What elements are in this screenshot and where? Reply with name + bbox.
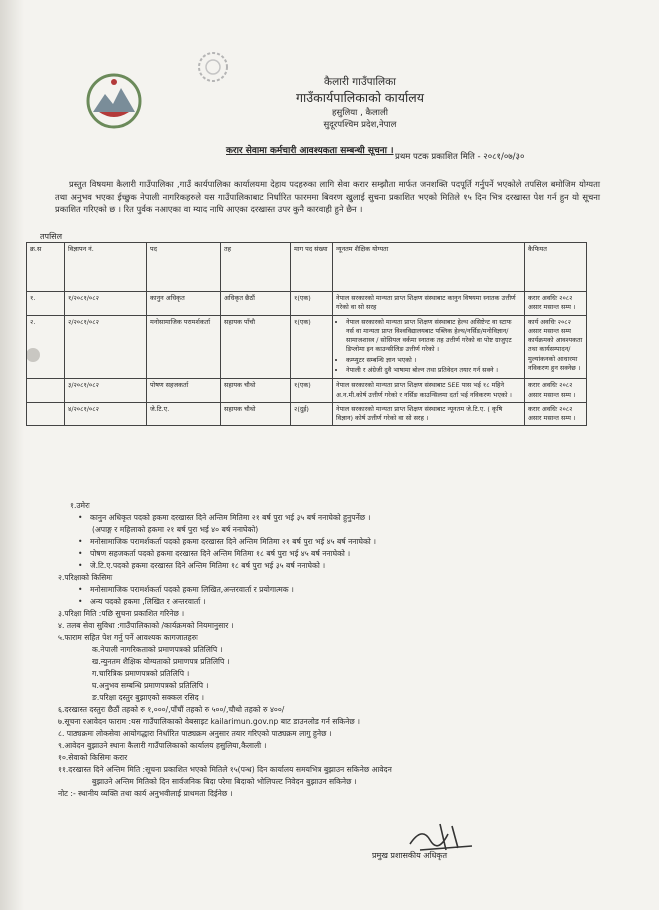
col-header-level: तह bbox=[221, 243, 291, 292]
col-header-count: माग पद संख्या bbox=[291, 243, 333, 292]
notice-title: करार सेवामा कर्मचारी आवश्यकता सम्बन्धी सूचना । bbox=[226, 146, 394, 156]
document-item: ङ.परिक्षा दस्तुर बुझाएको सक्कल रसिद । bbox=[92, 692, 204, 702]
cell-qualification: नेपाल सरकारको मान्यता प्राप्त शिक्षण संस्थाबाट कानुन विषयमा स्नातक उत्तीर्ण गरेको वा सो सरह bbox=[333, 292, 525, 316]
cell-sn: १. bbox=[27, 292, 65, 316]
cell-remarks: करार अवधिः २०८२ असार मसान्त सम्म । bbox=[525, 379, 587, 403]
submission-place-line: ९.आवेदन बुझाउने स्थानः कैलारी गाउँपालिकाको कार्यालय हसुलिया,कैलाली । bbox=[58, 740, 267, 750]
cell-qualification: नेपाल सरकारको मान्यता प्राप्त शिक्षण संस्थाबाट न्यूनतम जे.टि.ए. ( कृषि विज्ञान) कोर्ष उत्तीर्ण गरेको वा सो सरह । bbox=[333, 402, 525, 426]
age-item: • पोषण सहजकर्ता पदको हकमा दरखास्त दिने अन्तिम मितिमा १८ बर्ष पुरा भई ४५ बर्ष ननाघेको । bbox=[78, 548, 603, 560]
syllabus-line: ८. पाठ्यक्रमः लोकसेवा आयोगद्धारा निर्धारित पाठ्यक्रम अनुसार तयार गरिएको पाठ्यक्रम लागु हुनेछ । bbox=[58, 728, 332, 738]
notes-section bbox=[58, 500, 603, 800]
exam-item: • अन्य पदको हकमा ,लिखित र अन्तरवार्ता । bbox=[78, 596, 603, 608]
cell-remarks: करार अवधिः २०८२ असार मसान्त सम्म । bbox=[525, 402, 587, 426]
cell-count: २(दुई) bbox=[291, 402, 333, 426]
cell-ad-no: २/२०८१/०८२ bbox=[65, 315, 147, 379]
cell-count: १(एक) bbox=[291, 315, 333, 379]
age-title: १.उमेरः bbox=[70, 501, 90, 510]
cell-remarks: कार्य अवधिः २०८२ असार मसान्त सम्म कार्यक्रमको आवश्यकता तथा कार्यसम्पादन/मुल्यांकनको आधारमा नविकरण हुन सक्नेछ । bbox=[525, 315, 587, 379]
cell-level: सहायक चौथो bbox=[221, 402, 291, 426]
table-row bbox=[27, 315, 587, 379]
table-row bbox=[27, 379, 587, 403]
age-item: • मनोसामाजिक परामर्शकर्ता पदको हकमा दरखास्त दिने अन्तिम मितिमा २१ बर्ष पुरा भई ४५ बर्ष ननाघेको । bbox=[78, 536, 603, 548]
office-title: गाउँकार्यपालिकाको कार्यालय bbox=[296, 90, 424, 105]
office-name: कैलारी गाउँपालिका bbox=[324, 76, 396, 88]
cell-post: पोषण सहजकर्ता bbox=[147, 379, 221, 403]
cell-post: कानुन अधिकृत bbox=[147, 292, 221, 316]
cell-sn: २. bbox=[27, 315, 65, 379]
age-item: • कानुन अधिकृत पदको हकमा दरखास्त दिने अन्तिम मितिमा २१ बर्ष पुरा भई ३५ बर्ष ननाघेको हुनुपर्नेछ । bbox=[78, 512, 603, 524]
address-line-1: हसुलिया , कैलाली bbox=[332, 108, 388, 118]
document-item: ख.न्युनतम शैक्षिक योग्यताको प्रमाणपत्र प्रतिलिपि । bbox=[92, 656, 230, 666]
cell-level: सहायक पाँचौ bbox=[221, 315, 291, 379]
cell-remarks: करार अवधिः २०८२ असार मसान्त सम्म । bbox=[525, 292, 587, 316]
qualification-item: • नेपाली र अंग्रेजी दुवै भाषामा बोल्न तथा प्रतिवेदन तयार गर्न सक्ने । bbox=[346, 366, 521, 375]
table-header-row bbox=[27, 243, 587, 292]
document-item: क.नेपाली नागरिकताको प्रमाणपत्रको प्रतिलिपि । bbox=[92, 644, 223, 654]
col-header-sn: क्र.स bbox=[27, 243, 65, 292]
publish-date: प्रथम पटक प्रकाशित मिति - २०८१/०७/३० bbox=[395, 152, 525, 162]
deadline-line-cont: बुझाउने अन्तिम मितिको दिन सार्वजनिक बिदा परेमा बिदाको भोलिपल्ट निवेदन बुझाउन सकिनेछ । bbox=[92, 776, 357, 786]
cell-post: जे.टि.ए. bbox=[147, 402, 221, 426]
table-row bbox=[27, 292, 587, 316]
age-item: • जे.टि.ए.पदको हकमा दरखास्त दिने अन्तिम मितिमा १८ बर्ष पुरा भई ३५ बर्ष ननाघेको । bbox=[78, 560, 603, 572]
note-line: नोट :- स्थानीय व्यक्ति तथा कार्य अनुभवीलाई प्राथमता दिईनेछ । bbox=[58, 788, 233, 798]
col-header-qualification: न्यूनतम शैक्षिक योग्यता bbox=[333, 243, 525, 292]
scan-edge bbox=[0, 0, 24, 910]
document-item: ग.चारित्रिक प्रमाणपत्रको प्रतिलिपि । bbox=[92, 668, 190, 678]
qualification-list bbox=[336, 318, 521, 376]
vacancy-table bbox=[26, 242, 587, 426]
cell-sn bbox=[27, 379, 65, 403]
cell-count: १(एक) bbox=[291, 292, 333, 316]
service-type-line: १०.सेवाको किसिमः करार bbox=[58, 752, 128, 762]
exam-item: • मनोसामाजिक परामर्शकर्ता पदको हकमा लिखित,अन्तरवार्ता र प्रयोगात्मक । bbox=[78, 584, 603, 596]
intro-paragraph: प्रस्तुत विषयमा कैलारी गाउँपालिका ,गाउँ कार्यपालिका कार्यालयमा देहाय पदहरुका लागि सेवा करार सम्झौता मार्फत जनशक्ति पदपूर्ति गर्नुपर्ने भएकोले तपसिल बमोजिम योग्यता तथा अनुभव भएका ईच्छुक नेपाली नागरिकहरुले यस गाउँपालिकाबाट निर्धारित फारममा बिवरण खुलाई सुचना प्रकाशित भएको मितिले १५ दिन भित्र दरखास्त पेश गर्न हुन यो सूचना प्रकाशित गरिएको छ । रित पुर्वक नआएका वा म्याद नाघि आएका दरखास्त उपर कुनै कारवाही हुने छैन । bbox=[55, 179, 600, 215]
col-header-ad-no: विज्ञापन नं. bbox=[65, 243, 147, 292]
cell-qualification: नेपाल सरकारको मान्यता प्राप्त शिक्षण संस्थाबाट SEE पास भई १८ महिने अ.न.मी.कोर्ष उत्तीर्ण गरेको र नर्सिङ काउन्सिलमा दर्ता भई नविकरण भएको । bbox=[333, 379, 525, 403]
cell-post: मनोसामाजिक परामर्शकर्ता bbox=[147, 315, 221, 379]
qualification-item: • कम्प्युटर सम्बन्धि ज्ञान भएको । bbox=[346, 356, 521, 365]
cell-ad-no: ४/२०८१/०८२ bbox=[65, 402, 147, 426]
age-sub-note: (अपाङ्ग र महिलाको हकमा २१ बर्ष पुरा भई ४० बर्ष ननाघेको) bbox=[92, 524, 259, 534]
cell-count: १(एक) bbox=[291, 379, 333, 403]
fee-line: ६.दरखास्त दस्तुरः छैठौं तहको रु १,०००/,पाँचौं तहको रु ५००/,चौथो तहको रु ४००/ bbox=[58, 704, 285, 714]
salary-line: ४. तलब सेवा सुविधा :गाउँपालिकाको /कार्यक्रमको नियमानुसार । bbox=[58, 620, 234, 630]
documents-title: ५.फाराम सहित पेश गर्नु पर्ने आवश्यक कागजातहरुः bbox=[58, 632, 198, 642]
form-download-line: ७.सूचना रआवेदन फाराम :यस गाउँपालिकाको वेबसाइट kailarimun.gov.np बाट डाउनलोड गर्न सकिनेछ । bbox=[58, 716, 360, 726]
col-header-post: पद bbox=[147, 243, 221, 292]
cell-level: अधिकृत छैठौं bbox=[221, 292, 291, 316]
qualification-item: • नेपाल सरकारको मान्यता प्राप्त शिक्षण संस्थाबाट हेल्थ असिष्टेन्ट वा स्टाफ नर्स वा मान्यता प्राप्त विश्वविद्यालयबाट पब्लिक हेल्थ/नर्सिङ/मनोविज्ञान/सामाजशास्त्र / सोसियल वर्कमा स्नातक तह उत्तीर्ण गरेको वा पोष्ट ग्राजुएट डिप्लोमा इन काउन्सीलिङ उत्तीर्ण गरेको । bbox=[346, 318, 521, 355]
nepal-emblem-icon bbox=[85, 72, 143, 130]
deadline-line: ११.दरखास्त दिने अन्तिम मिति :सूचना प्रकाशित भएको मितिले १५(पन्ध) दिन कार्यालय समयभित्र बुझाउन सकिनेछ आवेदन bbox=[58, 764, 392, 774]
signer-title: प्रमुख प्रशासकीय अधिकृत bbox=[372, 851, 448, 860]
cell-ad-no: ३/२०८१/०८२ bbox=[65, 379, 147, 403]
table-row bbox=[27, 402, 587, 426]
col-header-remarks: कैफियत bbox=[525, 243, 587, 292]
cell-qualification bbox=[333, 315, 525, 379]
tapsil-label: तपसिल bbox=[40, 232, 63, 241]
cell-ad-no: १/२०८१/०८२ bbox=[65, 292, 147, 316]
document-item: घ.अनुभव सम्बन्धि प्रमाणपत्रको प्रतिलिपि । bbox=[92, 680, 209, 690]
exam-date-line: ३.परिक्षा मिति :पछि सुचना प्रकाशित गरिनेछ । bbox=[58, 608, 185, 618]
cell-level: सहायक चौथो bbox=[221, 379, 291, 403]
cell-sn bbox=[27, 402, 65, 426]
exam-title: २.परिक्षाको किसिमः bbox=[58, 572, 113, 582]
address-line-2: सुदूरपश्चिम प्रदेश,नेपाल bbox=[323, 120, 397, 130]
